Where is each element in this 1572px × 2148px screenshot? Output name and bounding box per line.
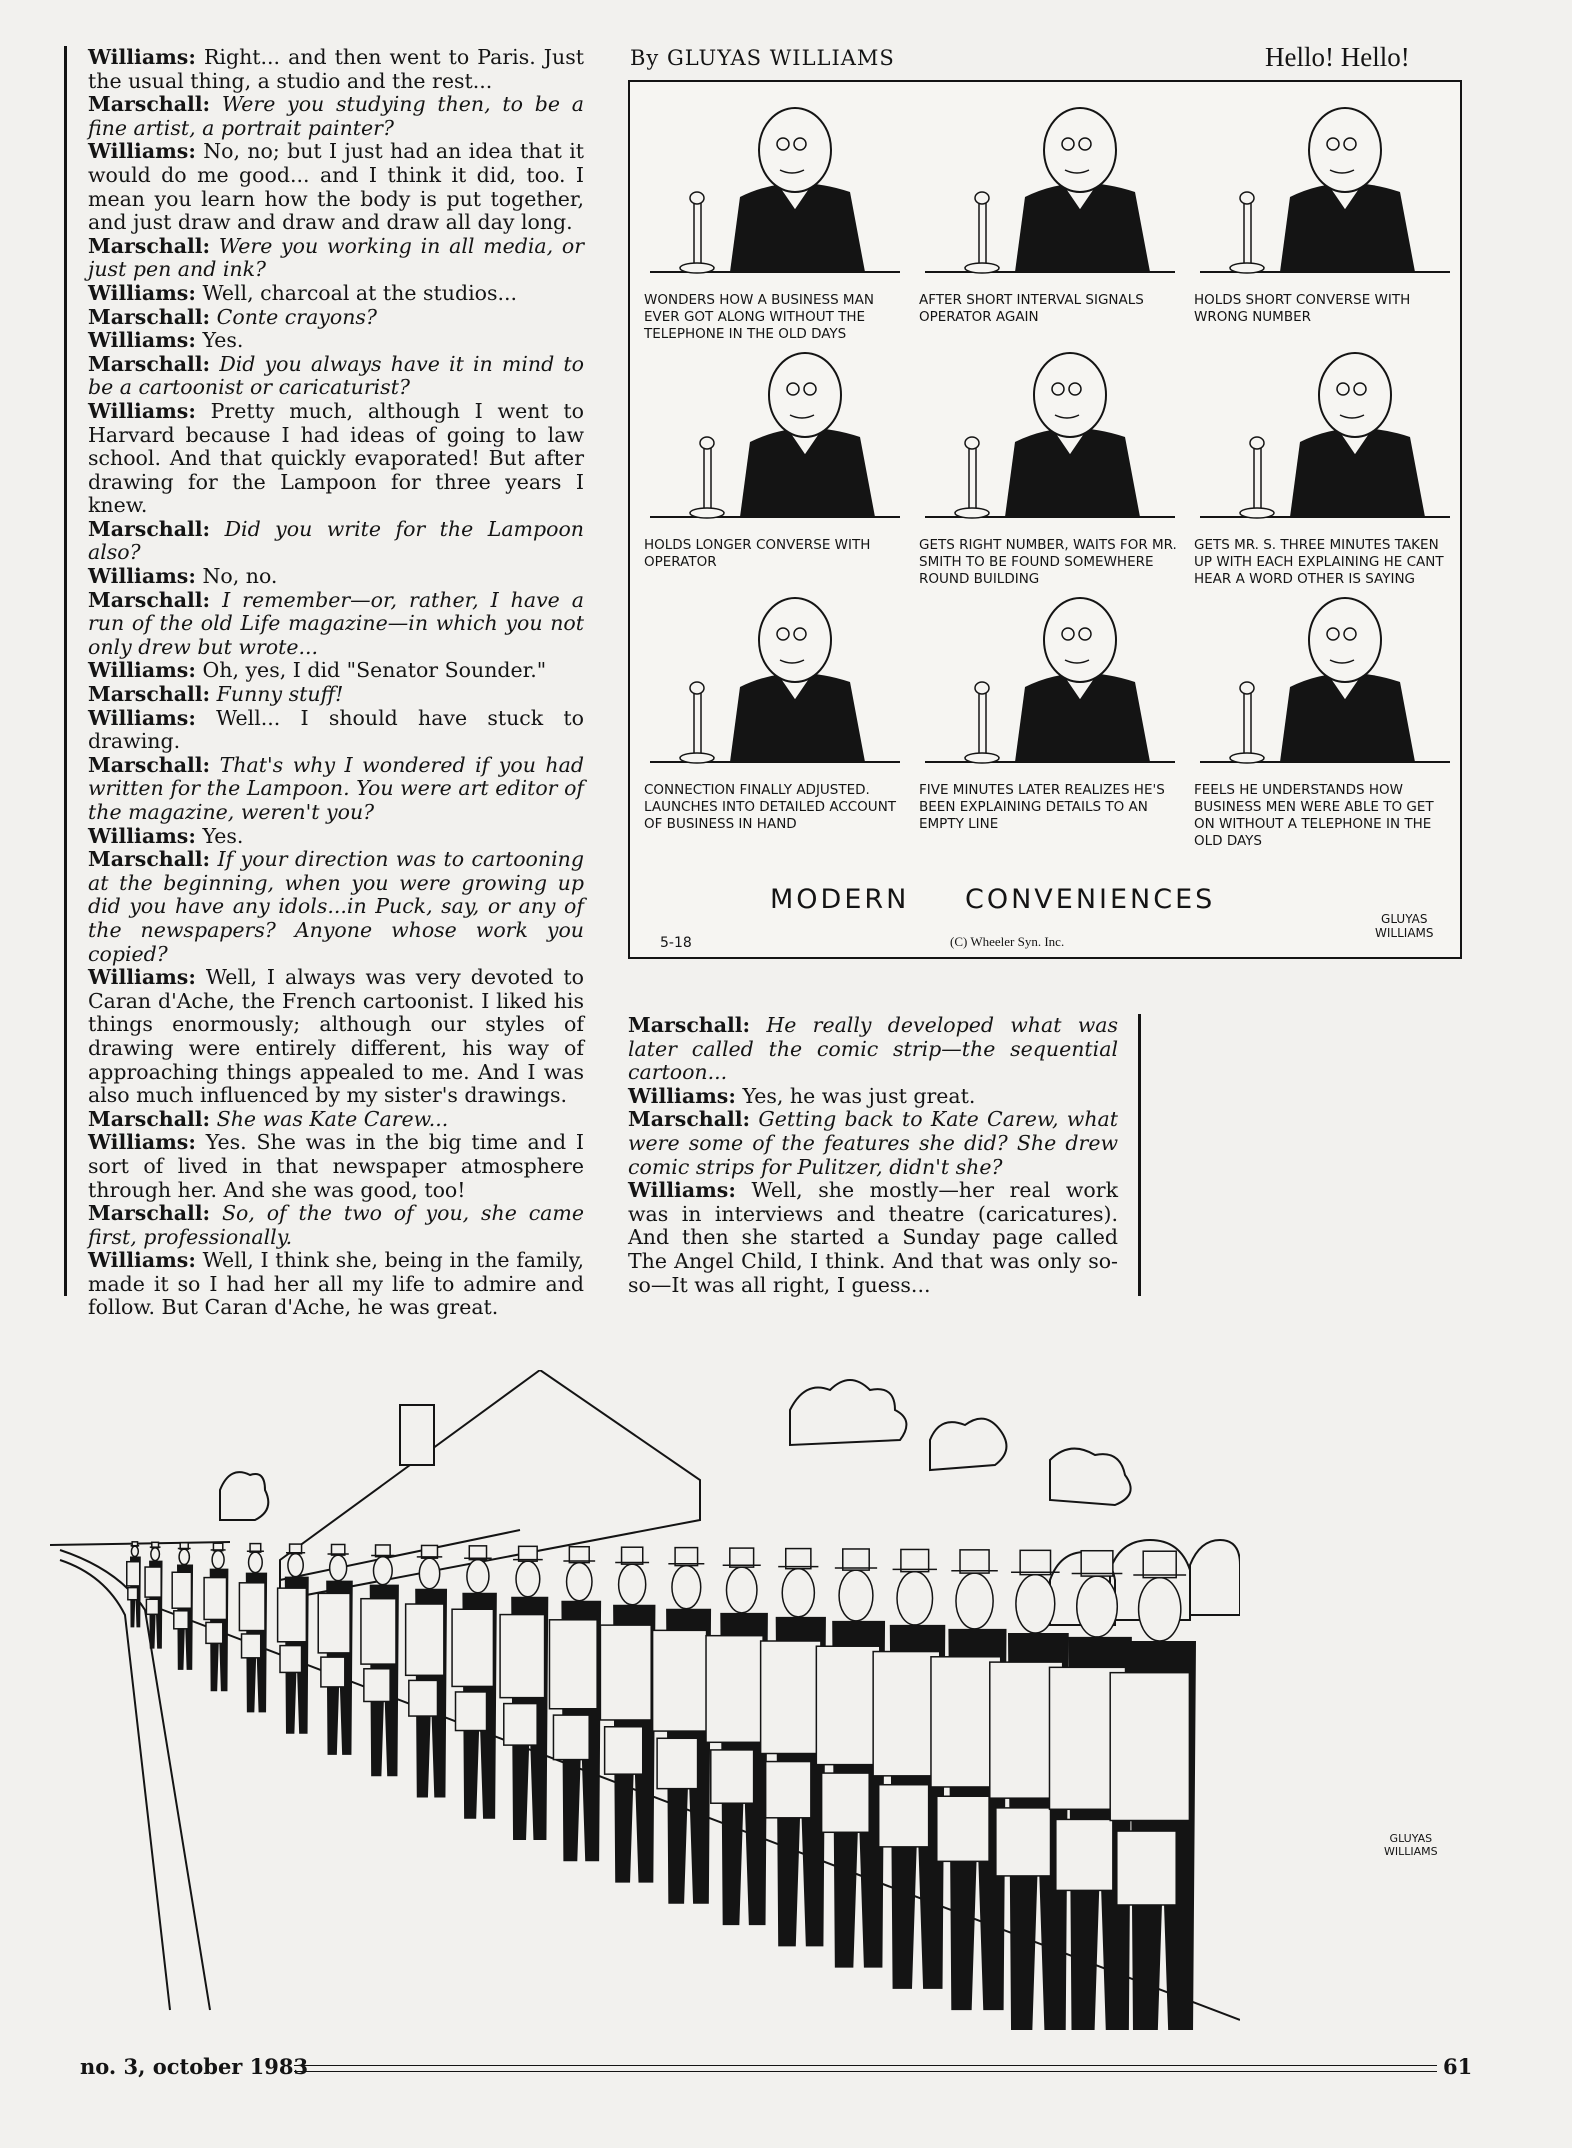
interview-paragraph bbox=[88, 306, 584, 330]
speaker-text: Well, I always was very devoted to Caran d'Ache, the French cartoonist. I liked his things enormously; although our styles of drawing were entirely different, his way of approaching things appealed to me. And I was also much influenced by my sister's drawings. bbox=[88, 965, 584, 1108]
speaker-label: Williams: bbox=[88, 45, 196, 69]
strip-copyright: (C) Wheeler Syn. Inc. bbox=[950, 934, 1065, 949]
interview-paragraph bbox=[628, 1014, 1118, 1085]
speaker-label: Williams: bbox=[88, 658, 196, 683]
speaker-label: Marschall: bbox=[88, 682, 211, 707]
speaker-text: No, no. bbox=[202, 564, 278, 589]
interview-paragraph bbox=[88, 46, 584, 93]
speaker-label: Williams: bbox=[88, 139, 196, 164]
strip-signature-line1: GLUYAS bbox=[1381, 912, 1428, 926]
speaker-text: She was Kate Carew... bbox=[216, 1106, 449, 1131]
commuter-figure bbox=[172, 1543, 193, 1670]
speaker-text: Getting back to Kate Carew, what were some of the features she did? She drew comic strips for Pulitzer, didn't she? bbox=[628, 1107, 1118, 1179]
speaker-text: Oh, yes, I did "Senator Sounder." bbox=[202, 658, 547, 683]
panel-caption: AFTER SHORT INTERVAL SIGNALS OPERATOR AGAIN bbox=[919, 292, 1144, 325]
speaker-text: Were you studying then, to be a fine artist, a portrait painter? bbox=[88, 92, 584, 140]
speaker-text: Well, I think she, being in the family, made it so I had her all my life to admire and follow. But Caran d'Ache, he was great. bbox=[88, 1248, 584, 1320]
speaker-text: Were you working in all media, or just pen and ink? bbox=[88, 233, 584, 282]
speaker-label: Marschall: bbox=[88, 587, 211, 612]
speaker-label: Marschall: bbox=[88, 1201, 211, 1226]
panel-caption: WONDERS HOW A BUSINESS MAN EVER GOT ALONG WITHOUT THE TELEPHONE IN THE OLD DAYS bbox=[644, 292, 874, 342]
illustration-signature-line1: GLUYAS bbox=[1389, 1832, 1433, 1845]
speaker-label: Williams: bbox=[88, 328, 196, 353]
panel-caption: HOLDS SHORT CONVERSE WITH WRONG NUMBER bbox=[1194, 292, 1411, 325]
commuter-figure bbox=[549, 1547, 601, 1862]
page-number: 61 bbox=[1443, 2054, 1473, 2079]
speaker-label: Marschall: bbox=[88, 847, 211, 872]
interview-paragraph bbox=[88, 1108, 584, 1132]
interview-paragraph bbox=[88, 329, 584, 353]
comic-panel bbox=[1190, 337, 1460, 587]
issue-label: no. 3, october 1983 bbox=[80, 2054, 309, 2079]
strip-signature bbox=[1375, 912, 1434, 940]
speaker-label: Williams: bbox=[88, 965, 196, 990]
panel-caption: HOLDS LONGER CONVERSE WITH OPERATOR bbox=[644, 537, 871, 570]
footer-rule bbox=[294, 2065, 1437, 2072]
interview-paragraph bbox=[88, 707, 584, 754]
trees bbox=[790, 1380, 906, 1445]
businessman-drawing bbox=[915, 582, 1185, 782]
speaker-label: Williams: bbox=[88, 280, 196, 305]
commuter-figure bbox=[406, 1545, 447, 1797]
speaker-label: Marschall: bbox=[88, 516, 211, 541]
comic-panel bbox=[1190, 582, 1460, 849]
speaker-label: Williams: bbox=[88, 1130, 196, 1155]
interview-paragraph bbox=[88, 1202, 584, 1249]
illustration-signature bbox=[1384, 1832, 1438, 1858]
right-interview-column bbox=[628, 1014, 1118, 1297]
speaker-label: Williams: bbox=[88, 564, 196, 589]
commuters-illustration bbox=[50, 1370, 1240, 2030]
businessman-drawing bbox=[640, 337, 910, 537]
businessman-drawing bbox=[915, 92, 1185, 292]
strip-signature-line2: WILLIAMS bbox=[1375, 926, 1434, 940]
interview-paragraph bbox=[88, 659, 584, 683]
speaker-text: Well, charcoal at the studios... bbox=[202, 280, 518, 305]
interview-paragraph bbox=[88, 400, 584, 518]
speaker-text: Pretty much, although I went to Harvard because I had ideas of going to law school. And that quickly evaporated! But after drawing for the Lampoon for three years I knew. bbox=[88, 398, 584, 518]
strip-caption-modern: MODERN bbox=[770, 884, 910, 915]
panel-caption: CONNECTION FINALLY ADJUSTED. LAUNCHES INTO DETAILED ACCOUNT OF BUSINESS IN HAND bbox=[644, 782, 897, 832]
left-interview-column bbox=[88, 46, 584, 1320]
panel-caption: GETS RIGHT NUMBER, WAITS FOR MR. SMITH TO BE FOUND SOMEWHERE ROUND BUILDING bbox=[919, 537, 1177, 587]
businessman-drawing bbox=[640, 582, 910, 782]
strip-byline: By GLUYAS WILLIAMS bbox=[630, 46, 895, 70]
interview-paragraph bbox=[88, 848, 584, 966]
illustration-signature-line2: WILLIAMS bbox=[1384, 1845, 1438, 1858]
businessman-drawing bbox=[640, 92, 910, 292]
interview-paragraph bbox=[628, 1179, 1118, 1297]
speaker-label: Marschall: bbox=[88, 1106, 211, 1131]
speaker-label: Marschall: bbox=[88, 304, 211, 329]
left-column-rule bbox=[64, 46, 67, 1296]
commuter-figure bbox=[127, 1542, 141, 1628]
speaker-text: Did you write for the Lampoon also? bbox=[88, 516, 584, 565]
comic-strip bbox=[628, 80, 1462, 959]
speaker-text: Right... and then went to Paris. Just the usual thing, a studio and the rest... bbox=[88, 45, 584, 93]
speaker-text: Yes. bbox=[202, 328, 244, 353]
comic-panel bbox=[915, 582, 1185, 832]
speaker-label: Marschall: bbox=[628, 1013, 751, 1037]
speaker-text: Funny stuff! bbox=[216, 682, 344, 707]
interview-paragraph bbox=[628, 1085, 1118, 1109]
commuter-figure bbox=[706, 1548, 768, 1925]
speaker-text: So, of the two of you, she came first, professionally. bbox=[88, 1201, 584, 1249]
commuter-figure bbox=[600, 1547, 655, 1882]
interview-paragraph bbox=[88, 683, 584, 707]
interview-paragraph bbox=[88, 589, 584, 660]
interview-paragraph bbox=[88, 1249, 584, 1320]
comic-panel bbox=[915, 337, 1185, 587]
right-column-rule bbox=[1138, 1014, 1141, 1296]
speaker-text: Well, she mostly—her real work was in interviews and theatre (caricatures). And then she started a Sunday page called The Angel Child, I think. And that was only so-so—It was all right, I guess... bbox=[628, 1178, 1118, 1297]
speaker-label: Marschall: bbox=[628, 1107, 751, 1132]
comic-panel bbox=[1190, 92, 1460, 324]
speaker-label: Williams: bbox=[628, 1083, 736, 1108]
commuter-figure bbox=[653, 1548, 711, 1904]
businessman-drawing bbox=[1190, 337, 1460, 537]
commuter-figure bbox=[239, 1544, 267, 1713]
speaker-label: Williams: bbox=[88, 1248, 196, 1273]
interview-paragraph bbox=[88, 565, 584, 589]
speaker-label: Williams: bbox=[628, 1178, 736, 1203]
comic-panel bbox=[640, 582, 910, 832]
speaker-text: He really developed what was later called the comic strip—the sequential cartoon... bbox=[628, 1013, 1118, 1085]
speaker-text: Yes. She was in the big time and I sort of lived in that newspaper atmosphere through her. And she was good, too! bbox=[88, 1130, 584, 1202]
commuter-figure bbox=[500, 1546, 548, 1840]
speaker-label: Williams: bbox=[88, 823, 196, 848]
interview-paragraph bbox=[88, 353, 584, 400]
comic-panel bbox=[915, 92, 1185, 324]
speaker-text: That's why I wondered if you had written for the Lampoon. You were art editor of the magazine, weren't you? bbox=[88, 752, 584, 824]
speaker-label: Marschall: bbox=[88, 752, 211, 777]
strip-title: Hello! Hello! bbox=[1265, 42, 1410, 72]
panel-caption: FEELS HE UNDERSTANDS HOW BUSINESS MEN WERE ABLE TO GET ON WITHOUT A TELEPHONE IN THE OLD DAYS bbox=[1194, 782, 1434, 849]
commuter-figure bbox=[452, 1546, 497, 1819]
businessman-drawing bbox=[1190, 92, 1460, 292]
interview-paragraph bbox=[628, 1108, 1118, 1179]
interview-paragraph bbox=[88, 140, 584, 234]
businessman-drawing bbox=[1190, 582, 1460, 782]
speaker-label: Marschall: bbox=[88, 233, 211, 258]
speaker-text: No, no; but I just had an idea that it would do me good... and I think it did, too. I mean you learn how the body is put together, and just draw and draw and draw all day long. bbox=[88, 139, 584, 235]
speaker-text: Yes, he was just great. bbox=[742, 1083, 976, 1108]
strip-date: 5-18 bbox=[660, 935, 692, 951]
speaker-label: Williams: bbox=[88, 398, 196, 423]
commuter-line bbox=[127, 1542, 1196, 2030]
interview-paragraph bbox=[88, 518, 584, 565]
strip-caption-conveniences: CONVENIENCES bbox=[965, 884, 1216, 915]
speaker-text: Did you always have it in mind to be a cartoonist or caricaturist? bbox=[88, 351, 584, 400]
panel-caption: FIVE MINUTES LATER REALIZES HE'S BEEN EXPLAINING DETAILS TO AN EMPTY LINE bbox=[919, 782, 1165, 832]
speaker-text: Yes. bbox=[202, 823, 244, 848]
comic-panel bbox=[640, 92, 910, 342]
interview-paragraph bbox=[88, 282, 584, 306]
interview-paragraph bbox=[88, 754, 584, 825]
speaker-label: Williams: bbox=[88, 705, 196, 730]
speaker-text: I remember—or, rather, I have a run of the old Life magazine—in which you not only drew but wrote... bbox=[88, 587, 584, 659]
interview-paragraph bbox=[88, 1131, 584, 1202]
interview-paragraph bbox=[88, 825, 584, 849]
comic-panel bbox=[640, 337, 910, 569]
speaker-label: Marschall: bbox=[88, 92, 211, 117]
speaker-text: Well... I should have stuck to drawing. bbox=[88, 705, 584, 754]
commuter-figure bbox=[204, 1543, 228, 1691]
interview-paragraph bbox=[88, 93, 584, 140]
speaker-text: Conte crayons? bbox=[216, 304, 377, 329]
panel-caption: GETS MR. S. THREE MINUTES TAKEN UP WITH EACH EXPLAINING HE CANT HEAR A WORD OTHER IS SAYING bbox=[1194, 537, 1444, 587]
speaker-label: Marschall: bbox=[88, 351, 211, 376]
businessman-drawing bbox=[915, 337, 1185, 537]
interview-paragraph bbox=[88, 235, 584, 282]
speaker-text: If your direction was to cartooning at the beginning, when you were growing up did you have any idols...in Puck, say, or any of the newspapers? Anyone whose work you copied? bbox=[88, 847, 584, 966]
interview-paragraph bbox=[88, 966, 584, 1108]
